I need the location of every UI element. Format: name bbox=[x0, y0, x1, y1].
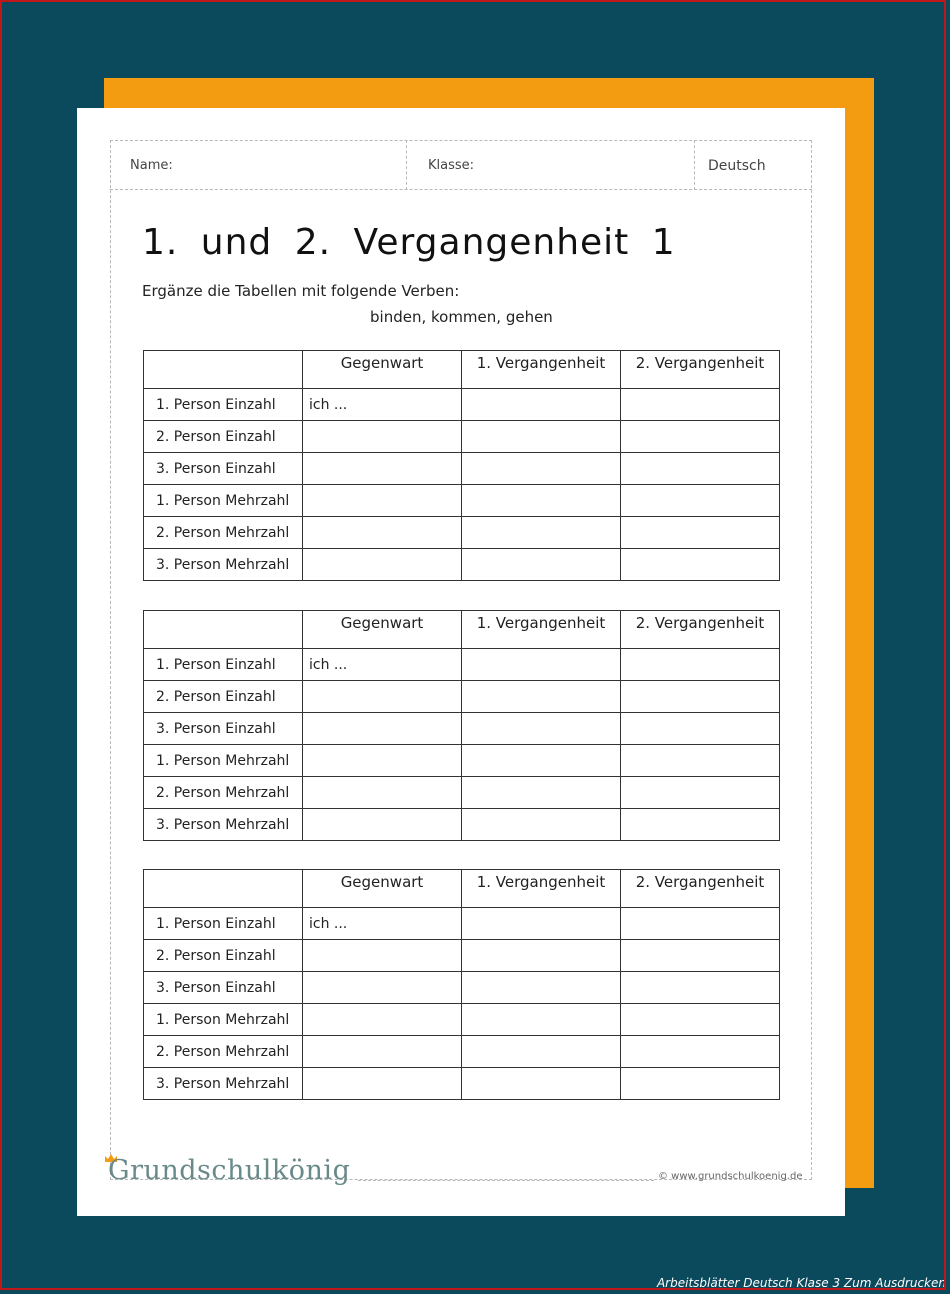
table-row bbox=[144, 681, 780, 713]
person-label: 2. Person Mehrzahl bbox=[144, 517, 303, 549]
vergangenheit-1-cell[interactable] bbox=[462, 713, 621, 745]
gegenwart-cell[interactable] bbox=[303, 745, 462, 777]
gegenwart-cell[interactable] bbox=[303, 517, 462, 549]
vergangenheit-2-cell[interactable] bbox=[621, 453, 780, 485]
gegenwart-cell[interactable] bbox=[303, 972, 462, 1004]
name-label: Name: bbox=[130, 158, 173, 173]
table-row bbox=[144, 1036, 780, 1068]
vergangenheit-1-cell[interactable] bbox=[462, 453, 621, 485]
vergangenheit-1-cell[interactable] bbox=[462, 809, 621, 841]
column-header bbox=[144, 870, 303, 908]
column-header: Gegenwart bbox=[303, 351, 462, 389]
vergangenheit-2-cell[interactable] bbox=[621, 485, 780, 517]
gegenwart-cell[interactable]: ich ... bbox=[303, 389, 462, 421]
table-header-row bbox=[144, 870, 780, 908]
column-header: 1. Vergangenheit bbox=[462, 351, 621, 389]
vergangenheit-1-cell[interactable] bbox=[462, 1068, 621, 1100]
vergangenheit-1-cell[interactable] bbox=[462, 421, 621, 453]
vergangenheit-2-cell[interactable] bbox=[621, 549, 780, 581]
conjugation-table bbox=[143, 350, 780, 581]
table-row bbox=[144, 809, 780, 841]
vergangenheit-1-cell[interactable] bbox=[462, 649, 621, 681]
vergangenheit-1-cell[interactable] bbox=[462, 681, 621, 713]
gegenwart-cell[interactable]: ich ... bbox=[303, 908, 462, 940]
vergangenheit-2-cell[interactable] bbox=[621, 940, 780, 972]
footer-divider bbox=[358, 1180, 654, 1181]
header-divider bbox=[694, 140, 695, 190]
vergangenheit-1-cell[interactable] bbox=[462, 940, 621, 972]
worksheet-header bbox=[110, 140, 812, 190]
vergangenheit-1-cell[interactable] bbox=[462, 1004, 621, 1036]
table-header-row bbox=[144, 611, 780, 649]
vergangenheit-1-cell[interactable] bbox=[462, 972, 621, 1004]
gegenwart-cell[interactable] bbox=[303, 453, 462, 485]
column-header bbox=[144, 351, 303, 389]
gegenwart-cell[interactable] bbox=[303, 713, 462, 745]
gegenwart-cell[interactable] bbox=[303, 1036, 462, 1068]
copyright-text: © www.grundschulkoenig.de bbox=[658, 1171, 803, 1182]
table-row bbox=[144, 453, 780, 485]
instruction-text: Ergänze die Tabellen mit folgende Verben: bbox=[142, 282, 460, 300]
vergangenheit-2-cell[interactable] bbox=[621, 681, 780, 713]
vergangenheit-2-cell[interactable] bbox=[621, 777, 780, 809]
person-label: 2. Person Einzahl bbox=[144, 421, 303, 453]
gegenwart-cell[interactable] bbox=[303, 421, 462, 453]
gegenwart-cell[interactable] bbox=[303, 549, 462, 581]
vergangenheit-1-cell[interactable] bbox=[462, 777, 621, 809]
vergangenheit-2-cell[interactable] bbox=[621, 1004, 780, 1036]
image-caption: Arbeitsblätter Deutsch Klase 3 Zum Ausdrucken bbox=[656, 1276, 946, 1290]
vergangenheit-2-cell[interactable] bbox=[621, 421, 780, 453]
person-label: 1. Person Einzahl bbox=[144, 908, 303, 940]
vergangenheit-1-cell[interactable] bbox=[462, 485, 621, 517]
table-header-row bbox=[144, 351, 780, 389]
table-row bbox=[144, 972, 780, 1004]
table-row bbox=[144, 1068, 780, 1100]
table-row bbox=[144, 908, 780, 940]
table-row bbox=[144, 549, 780, 581]
table-row bbox=[144, 389, 780, 421]
subject-label: Deutsch bbox=[708, 158, 766, 174]
table-row bbox=[144, 777, 780, 809]
gegenwart-cell[interactable] bbox=[303, 777, 462, 809]
person-label: 1. Person Einzahl bbox=[144, 389, 303, 421]
verb-list: binden, kommen, gehen bbox=[370, 308, 553, 326]
gegenwart-cell[interactable] bbox=[303, 1068, 462, 1100]
table-row bbox=[144, 745, 780, 777]
vergangenheit-1-cell[interactable] bbox=[462, 1036, 621, 1068]
table-row bbox=[144, 649, 780, 681]
vergangenheit-2-cell[interactable] bbox=[621, 809, 780, 841]
table-row bbox=[144, 940, 780, 972]
vergangenheit-1-cell[interactable] bbox=[462, 745, 621, 777]
person-label: 2. Person Einzahl bbox=[144, 940, 303, 972]
person-label: 1. Person Mehrzahl bbox=[144, 745, 303, 777]
column-header: 2. Vergangenheit bbox=[621, 870, 780, 908]
person-label: 2. Person Mehrzahl bbox=[144, 1036, 303, 1068]
table-row bbox=[144, 713, 780, 745]
header-divider bbox=[406, 140, 407, 190]
column-header: 1. Vergangenheit bbox=[462, 611, 621, 649]
person-label: 2. Person Einzahl bbox=[144, 681, 303, 713]
conjugation-table bbox=[143, 610, 780, 841]
person-label: 3. Person Mehrzahl bbox=[144, 809, 303, 841]
person-label: 3. Person Mehrzahl bbox=[144, 549, 303, 581]
vergangenheit-1-cell[interactable] bbox=[462, 389, 621, 421]
table-row bbox=[144, 517, 780, 549]
person-label: 1. Person Einzahl bbox=[144, 649, 303, 681]
gegenwart-cell[interactable] bbox=[303, 485, 462, 517]
column-header: Gegenwart bbox=[303, 611, 462, 649]
gegenwart-cell[interactable]: ich ... bbox=[303, 649, 462, 681]
vergangenheit-1-cell[interactable] bbox=[462, 517, 621, 549]
vergangenheit-2-cell[interactable] bbox=[621, 389, 780, 421]
vergangenheit-2-cell[interactable] bbox=[621, 517, 780, 549]
vergangenheit-2-cell[interactable] bbox=[621, 713, 780, 745]
gegenwart-cell[interactable] bbox=[303, 1004, 462, 1036]
conjugation-table bbox=[143, 869, 780, 1100]
person-label: 3. Person Mehrzahl bbox=[144, 1068, 303, 1100]
gegenwart-cell[interactable] bbox=[303, 940, 462, 972]
vergangenheit-2-cell[interactable] bbox=[621, 649, 780, 681]
column-header: Gegenwart bbox=[303, 870, 462, 908]
vergangenheit-1-cell[interactable] bbox=[462, 549, 621, 581]
page-title: 1. und 2. Vergangenheit 1 bbox=[142, 222, 676, 263]
gegenwart-cell[interactable] bbox=[303, 809, 462, 841]
vergangenheit-1-cell[interactable] bbox=[462, 908, 621, 940]
table-row bbox=[144, 1004, 780, 1036]
vergangenheit-2-cell[interactable] bbox=[621, 745, 780, 777]
gegenwart-cell[interactable] bbox=[303, 681, 462, 713]
vergangenheit-2-cell[interactable] bbox=[621, 972, 780, 1004]
vergangenheit-2-cell[interactable] bbox=[621, 1068, 780, 1100]
person-label: 3. Person Einzahl bbox=[144, 453, 303, 485]
column-header: 2. Vergangenheit bbox=[621, 611, 780, 649]
person-label: 3. Person Einzahl bbox=[144, 713, 303, 745]
table-row bbox=[144, 485, 780, 517]
column-header: 1. Vergangenheit bbox=[462, 870, 621, 908]
brand-logo: Grundschulkönig bbox=[108, 1155, 351, 1186]
vergangenheit-2-cell[interactable] bbox=[621, 1036, 780, 1068]
table-row bbox=[144, 421, 780, 453]
column-header: 2. Vergangenheit bbox=[621, 351, 780, 389]
person-label: 1. Person Mehrzahl bbox=[144, 1004, 303, 1036]
person-label: 3. Person Einzahl bbox=[144, 972, 303, 1004]
person-label: 1. Person Mehrzahl bbox=[144, 485, 303, 517]
class-label: Klasse: bbox=[428, 158, 475, 173]
person-label: 2. Person Mehrzahl bbox=[144, 777, 303, 809]
vergangenheit-2-cell[interactable] bbox=[621, 908, 780, 940]
column-header bbox=[144, 611, 303, 649]
